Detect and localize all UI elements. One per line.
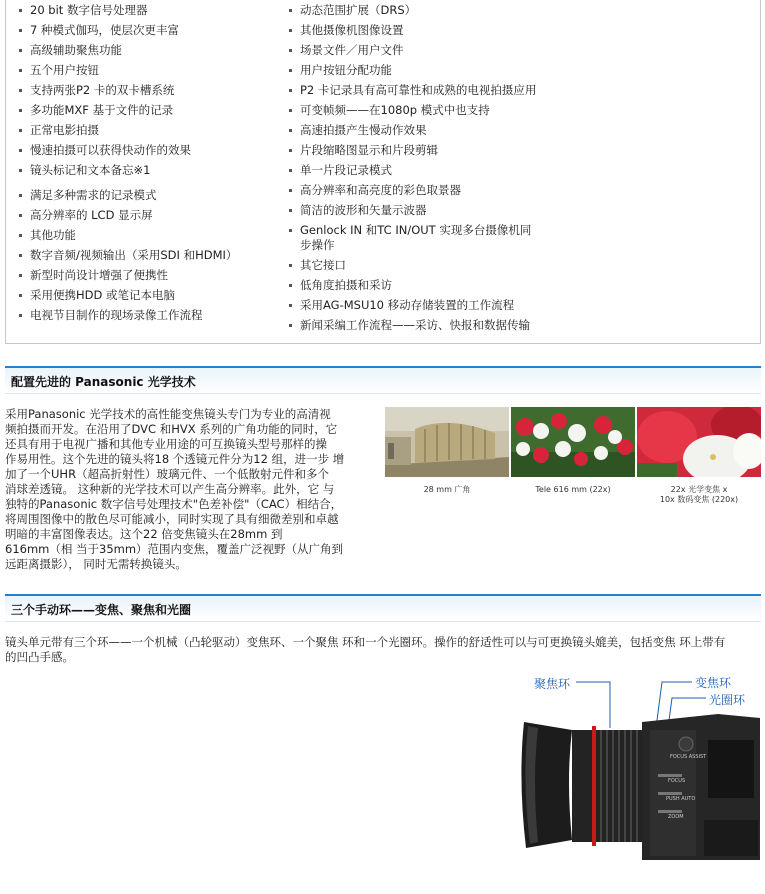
bullet-icon <box>289 29 292 32</box>
optics-paragraph-line: 远距离摄影）， 同时无需转换镜头。 <box>5 557 187 571</box>
bullet-icon <box>289 264 292 267</box>
feature-left-item <box>16 228 278 243</box>
caption-zoom-line2: 10x 数码变焦 (220x) <box>659 495 739 504</box>
bullet-icon <box>19 29 22 32</box>
feature-right-item <box>286 23 756 38</box>
feature-right-item-label: 单一片段记录模式 <box>300 163 392 177</box>
camera-label-push-auto: PUSH AUTO <box>666 796 696 802</box>
optics-paragraph-line: 还具有用于电视广播和其他专业用途的可互换镜头型号那样的操 <box>5 437 327 451</box>
optics-paragraph-line: 频拍摄而开发。在沿用了DVC 和HVX 系列的广角功能的同时，它 <box>5 422 338 436</box>
bullet-icon <box>289 189 292 192</box>
feature-right-item <box>286 258 756 273</box>
optics-paragraph-line: 采用Panasonic 光学技术的高性能变焦镜头专门为专业的高清视 <box>5 407 331 421</box>
feature-left-item <box>16 288 278 303</box>
bullet-icon <box>289 49 292 52</box>
feature-left-item <box>16 208 278 223</box>
bullet-icon <box>19 169 22 172</box>
feature-left-item <box>16 23 278 38</box>
feature-right-item <box>286 163 756 178</box>
bullet-icon <box>19 294 22 297</box>
optics-paragraph-line: 作易用性。这个先进的镜头将18 个透镜元件分为12 组，进一步 增 <box>5 452 345 466</box>
bullet-icon <box>19 234 22 237</box>
feature-right-item <box>286 3 756 18</box>
bullet-icon <box>19 274 22 277</box>
feature-right-item <box>286 123 756 138</box>
bullet-icon <box>19 89 22 92</box>
optics-paragraph-line: 616mm（相 当于35mm）范围内变焦，覆盖广泛视野（从广角到 <box>5 542 344 556</box>
feature-left-item <box>16 188 278 203</box>
feature-left-item-label: 高级辅助聚焦功能 <box>30 43 122 57</box>
feature-right-item <box>286 143 756 158</box>
photo-tele <box>511 407 635 477</box>
feature-left-item-label: 五个用户按钮 <box>30 63 99 77</box>
feature-left-item-label: 新型时尚设计增强了便携性 <box>30 268 168 282</box>
section-title-optics: 配置先进的 Panasonic 光学技术 <box>11 375 196 389</box>
feature-right-item <box>286 223 536 253</box>
bullet-icon <box>19 109 22 112</box>
feature-right-item-label: 片段缩略图显示和片段剪辑 <box>300 143 438 157</box>
bullet-icon <box>19 49 22 52</box>
bullet-icon <box>19 129 22 132</box>
feature-right-item-label: 其他摄像机图像设置 <box>300 23 404 37</box>
bullet-icon <box>289 89 292 92</box>
feature-left-item <box>16 123 278 138</box>
feature-list-box <box>5 0 761 344</box>
feature-left-item <box>16 83 278 98</box>
section-header-rings <box>5 594 761 622</box>
feature-left-item-label: 正常电影拍摄 <box>30 123 99 137</box>
rings-paragraph-line1: 镜头单元带有三个环——一个机械（凸轮驱动）变焦环、一个聚焦 环和一个光圈环。操作的舒适性可以与可更换镜头媲美，包括变焦 环上带有 <box>5 635 726 649</box>
feature-right-item <box>286 278 756 293</box>
bullet-icon <box>289 209 292 212</box>
feature-right-item-label: 动态范围扩展（DRS） <box>300 3 417 17</box>
feature-left-item-label: 数字音频/视频输出（采用SDI 和HDMI） <box>30 248 238 262</box>
feature-left-item-label: 满足多种需求的记录模式 <box>30 188 157 202</box>
feature-left-item <box>16 308 278 323</box>
feature-left-item-label: 慢速拍摄可以获得快动作的效果 <box>30 143 191 157</box>
feature-left-item-label: 7 种模式伽玛，使层次更丰富 <box>30 23 179 37</box>
feature-right-item-label: 高速拍摄产生慢动作效果 <box>300 123 427 137</box>
callout-zoom-ring: 变焦环 <box>695 676 732 690</box>
bullet-icon <box>19 254 22 257</box>
feature-left-item <box>16 143 278 158</box>
feature-right-item-label: 高分辨率和高亮度的彩色取景器 <box>300 183 461 197</box>
bullet-icon <box>19 69 22 72</box>
camera-illustration <box>518 700 760 860</box>
feature-right-item-label: 采用AG-MSU10 移动存储装置的工作流程 <box>300 298 515 312</box>
bullet-icon <box>19 149 22 152</box>
feature-right-item <box>286 63 756 78</box>
feature-left-item-label: 20 bit 数字信号处理器 <box>30 3 148 17</box>
caption-wide: 28 mm 广角 <box>423 485 471 494</box>
feature-left-item <box>16 63 278 78</box>
bullet-icon <box>19 194 22 197</box>
bullet-icon <box>289 284 292 287</box>
feature-left-item-label: 支持两张P2 卡的双卡槽系统 <box>30 83 175 97</box>
optics-paragraph-line: 将周围图像中的散色尽可能减小，同时实现了具有细微差别和卓越 <box>5 512 339 526</box>
feature-left-item <box>16 268 278 283</box>
feature-right-item <box>286 43 756 58</box>
camera-label-zoom: ZOOM <box>668 814 684 820</box>
feature-right-item <box>286 83 756 98</box>
feature-right-item-label: 新闻采编工作流程——采访、快报和数据传输 <box>300 318 530 332</box>
feature-right-item-label: P2 卡记录具有高可靠性和成熟的电视拍摄应用 <box>300 83 537 97</box>
feature-left-item <box>16 248 278 263</box>
feature-right-item-label: 其它接口 <box>300 258 346 272</box>
feature-right-item <box>286 203 756 218</box>
bullet-icon <box>289 129 292 132</box>
bullet-icon <box>19 214 22 217</box>
feature-left-item <box>16 103 278 118</box>
camera-label-focus-assist: FOCUS ASSIST <box>670 754 707 760</box>
camera-label-focus: FOCUS <box>668 778 686 784</box>
bullet-icon <box>289 9 292 12</box>
bullet-icon <box>289 69 292 72</box>
rings-paragraph-line2: 的凹凸手感。 <box>5 650 74 664</box>
bullet-icon <box>289 324 292 327</box>
feature-left-item-label: 多功能MXF 基于文件的记录 <box>30 103 174 117</box>
feature-right-item-label: 低角度拍摄和采访 <box>300 278 392 292</box>
bullet-icon <box>289 109 292 112</box>
section-title-rings: 三个手动环——变焦、聚焦和光圈 <box>11 603 192 617</box>
feature-right-item-label: 简洁的波形和矢量示波器 <box>300 203 427 217</box>
optics-paragraph-line: 消球差透镜。 这种新的光学技术可以产生高分辨率。此外，它 与 <box>5 482 335 496</box>
feature-left-item-label: 高分辨率的 LCD 显示屏 <box>30 208 153 222</box>
callout-iris-ring: 光圈环 <box>709 693 746 707</box>
feature-left-item-label: 镜头标记和文本备忘※1 <box>30 163 151 177</box>
feature-left-item-label: 其他功能 <box>30 228 76 242</box>
optics-paragraph-line: 明暗的丰富图像表达。这个22 倍变焦镜头在28mm 到 <box>5 527 283 541</box>
feature-left-item <box>16 3 278 18</box>
photo-digital-zoom <box>637 407 761 477</box>
bullet-icon <box>289 304 292 307</box>
bullet-icon <box>289 149 292 152</box>
optics-paragraph-line: 独特的Panasonic 数字信号处理技术"色差补偿"（CAC）相结合， <box>5 497 343 511</box>
bullet-icon <box>19 314 22 317</box>
callout-focus-ring: 聚焦环 <box>534 677 571 691</box>
feature-right-item <box>286 298 756 313</box>
feature-right-item <box>286 318 756 333</box>
feature-left-item-label: 电视节目制作的现场录像工作流程 <box>30 308 203 322</box>
feature-right-item-label: 用户按钮分配功能 <box>300 63 392 77</box>
optics-paragraph-line: 加了一个UHR（超高折射性）玻璃元件、一个低散射元件和多个 <box>5 467 330 481</box>
feature-left-item <box>16 163 278 178</box>
feature-right-item-label: 可变帧频——在1080p 模式中也支持 <box>300 103 490 117</box>
caption-tele: Tele 616 mm (22x) <box>535 485 611 494</box>
section-header-optics <box>5 366 761 394</box>
feature-right-item <box>286 183 756 198</box>
feature-right-item-label: Genlock IN 和TC IN/OUT 实现多台摄像机同步操作 <box>300 223 532 252</box>
bullet-icon <box>289 229 292 232</box>
feature-left-item-label: 采用便携HDD 或笔记本电脑 <box>30 288 176 302</box>
photo-wide-angle <box>385 407 509 477</box>
feature-right-item <box>286 103 756 118</box>
bullet-icon <box>289 169 292 172</box>
feature-right-item-label: 场景文件／用户文件 <box>300 43 404 57</box>
feature-left-item <box>16 43 278 58</box>
caption-zoom-line1: 22x 光学变焦 x <box>670 485 728 494</box>
bullet-icon <box>19 9 22 12</box>
